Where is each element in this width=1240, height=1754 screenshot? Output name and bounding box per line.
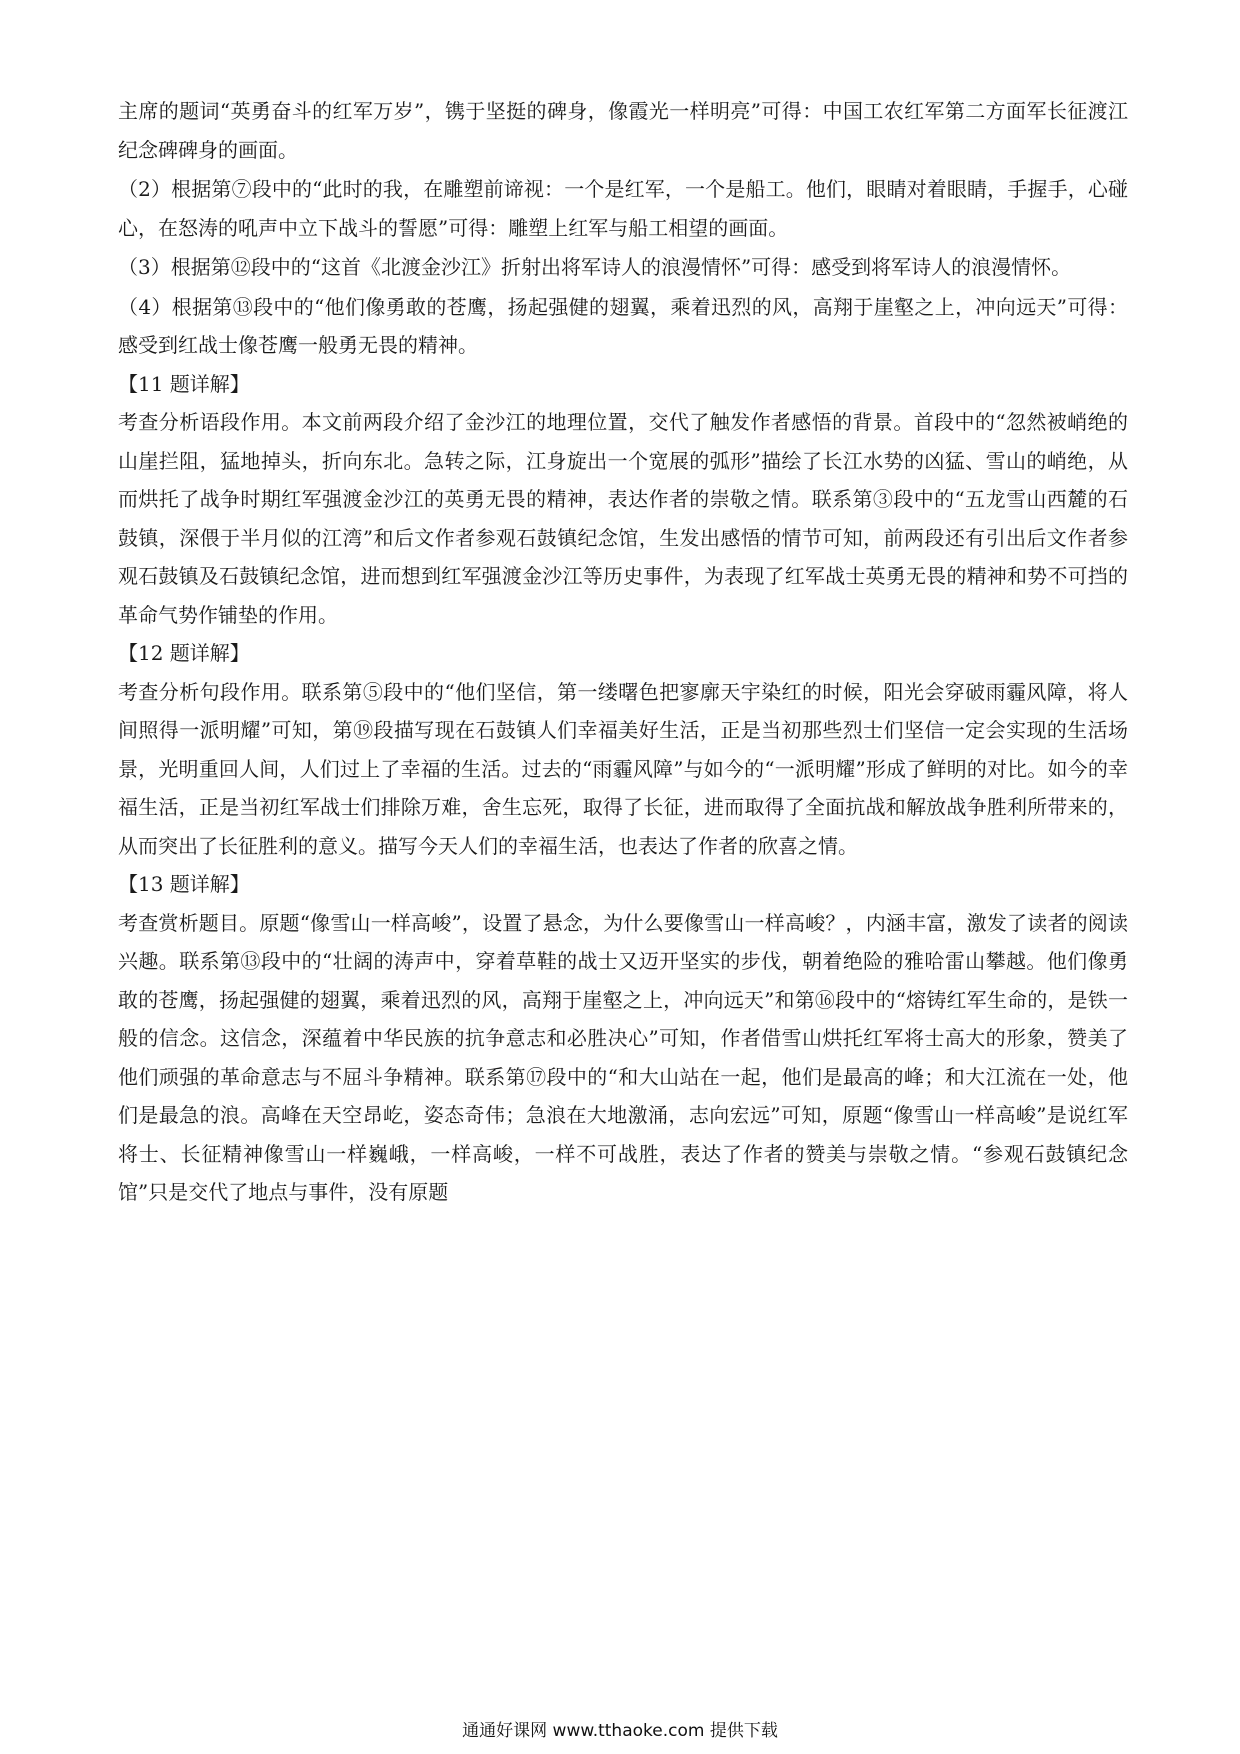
answer-paragraph-3: （3）根据第⑫段中的“这首《北渡金沙江》折射出将军诗人的浪漫情怀”可得：感受到将军诗人的浪漫情怀。 bbox=[118, 255, 1072, 279]
answer-paragraph-4: （4）根据第⑬段中的“他们像勇敢的苍鹰，扬起强健的翅翼，乘着迅烈的风，高翔于崖壑之上，冲向远天”可得：感受到红战士像苍鹰一般勇无畏的精神。 bbox=[118, 294, 1128, 357]
analysis-paragraph-12: 考查分析句段作用。联系第⑤段中的“他们坚信，第一缕曙色把寥廓天宇染红的时候，阳光会穿破雨霾风障，将人间照得一派明耀”可知，第⑲段描写现在石鼓镇人们幸福美好生活，正是当初那些烈士们坚信一定会实现的生活场景，光明重回人间，人们过上了幸福的生活。过去的“雨霾风障”与如今的“一派明耀”形成了鲜明的对比。如今的幸福生活，正是当初红军战士们排除万难，舍生忘死，取得了长征，进而取得了全面抗战和解放战争胜利所带来的，从而突出了长征胜利的意义。描写今天人们的幸福生活，也表达了作者的欣喜之情。 bbox=[118, 679, 1128, 858]
section-heading-12: 【12 题详解】 bbox=[118, 641, 250, 665]
section-heading-13: 【13 题详解】 bbox=[118, 872, 250, 896]
section-heading-11: 【11 题详解】 bbox=[118, 371, 250, 396]
answer-paragraph-2: （2）根据第⑦段中的“此时的我，在雕塑前谛视：一个是红军，一个是船工。他们，眼睛对着眼睛，手握手，心碰心，在怒涛的吼声中立下战斗的誓愿”可得：雕塑上红军与船工相望的画面。 bbox=[118, 177, 1128, 240]
answer-paragraph-1: 主席的题词“英勇奋斗的红军万岁”，镌于坚挺的碑身，像霞光一样明亮”可得：中国工农红军第二方面军长征渡江纪念碑碑身的画面。 bbox=[118, 99, 1128, 162]
analysis-paragraph-11: 考查分析语段作用。本文前两段介绍了金沙江的地理位置，交代了触发作者感悟的背景。首段中的“忽然被峭绝的山崖拦阻，猛地掉头，折向东北。急转之际，江身旋出一个宽展的弧形”描绘了长江水势的凶猛、雪山的峭绝，从而烘托了战争时期红军强渡金沙江的英勇无畏的精神，表达作者的崇敬之情。联系第③段中的“五龙雪山西麓的石鼓镇，深偎于半月似的江湾”和后文作者参观石鼓镇纪念馆，生发出感悟的情节可知，前两段还有引出后文作者参观石鼓镇及石鼓镇纪念馆，进而想到红军强渡金沙江等历史事件，为表现了红军战士英勇无畏的精神和势不可挡的革命气势作铺垫的作用。 bbox=[118, 410, 1128, 627]
analysis-paragraph-13: 考查赏析题目。原题“像雪山一样高峻”，设置了悬念，为什么要像雪山一样高峻？，内涵丰富，激发了读者的阅读兴趣。联系第⑬段中的“壮阔的涛声中，穿着草鞋的战士又迈开坚实的步伐，朝着绝险的雅哈雷山攀越。他们像勇敢的苍鹰，扬起强健的翅翼，乘着迅烈的风，高翔于崖壑之上，冲向远天”和第⑯段中的“熔铸红军生命的，是铁一般的信念。这信念，深蕴着中华民族的抗争意志和必胜决心”可知，作者借雪山烘托红军将士高大的形象，赞美了他们顽强的革命意志与不屈斗争精神。联系第⑰段中的“和大山站在一起，他们是最高的峰；和大江流在一处，他们是最急的浪。高峰在天空昂屹，姿态奇伟；急浪在大地激涌，志向宏远”可知，原题“像雪山一样高峻”是说红军将士、长征精神像雪山一样巍峨，一样高峻，一样不可战胜，表达了作者的赞美与崇敬之情。“参观石鼓镇纪念馆”只是交代了地点与事件，没有原题 bbox=[118, 910, 1128, 1204]
page-footer: 通通好课网 www.tthaoke.com 提供下载 bbox=[462, 1721, 778, 1741]
document-body bbox=[118, 92, 1128, 1212]
